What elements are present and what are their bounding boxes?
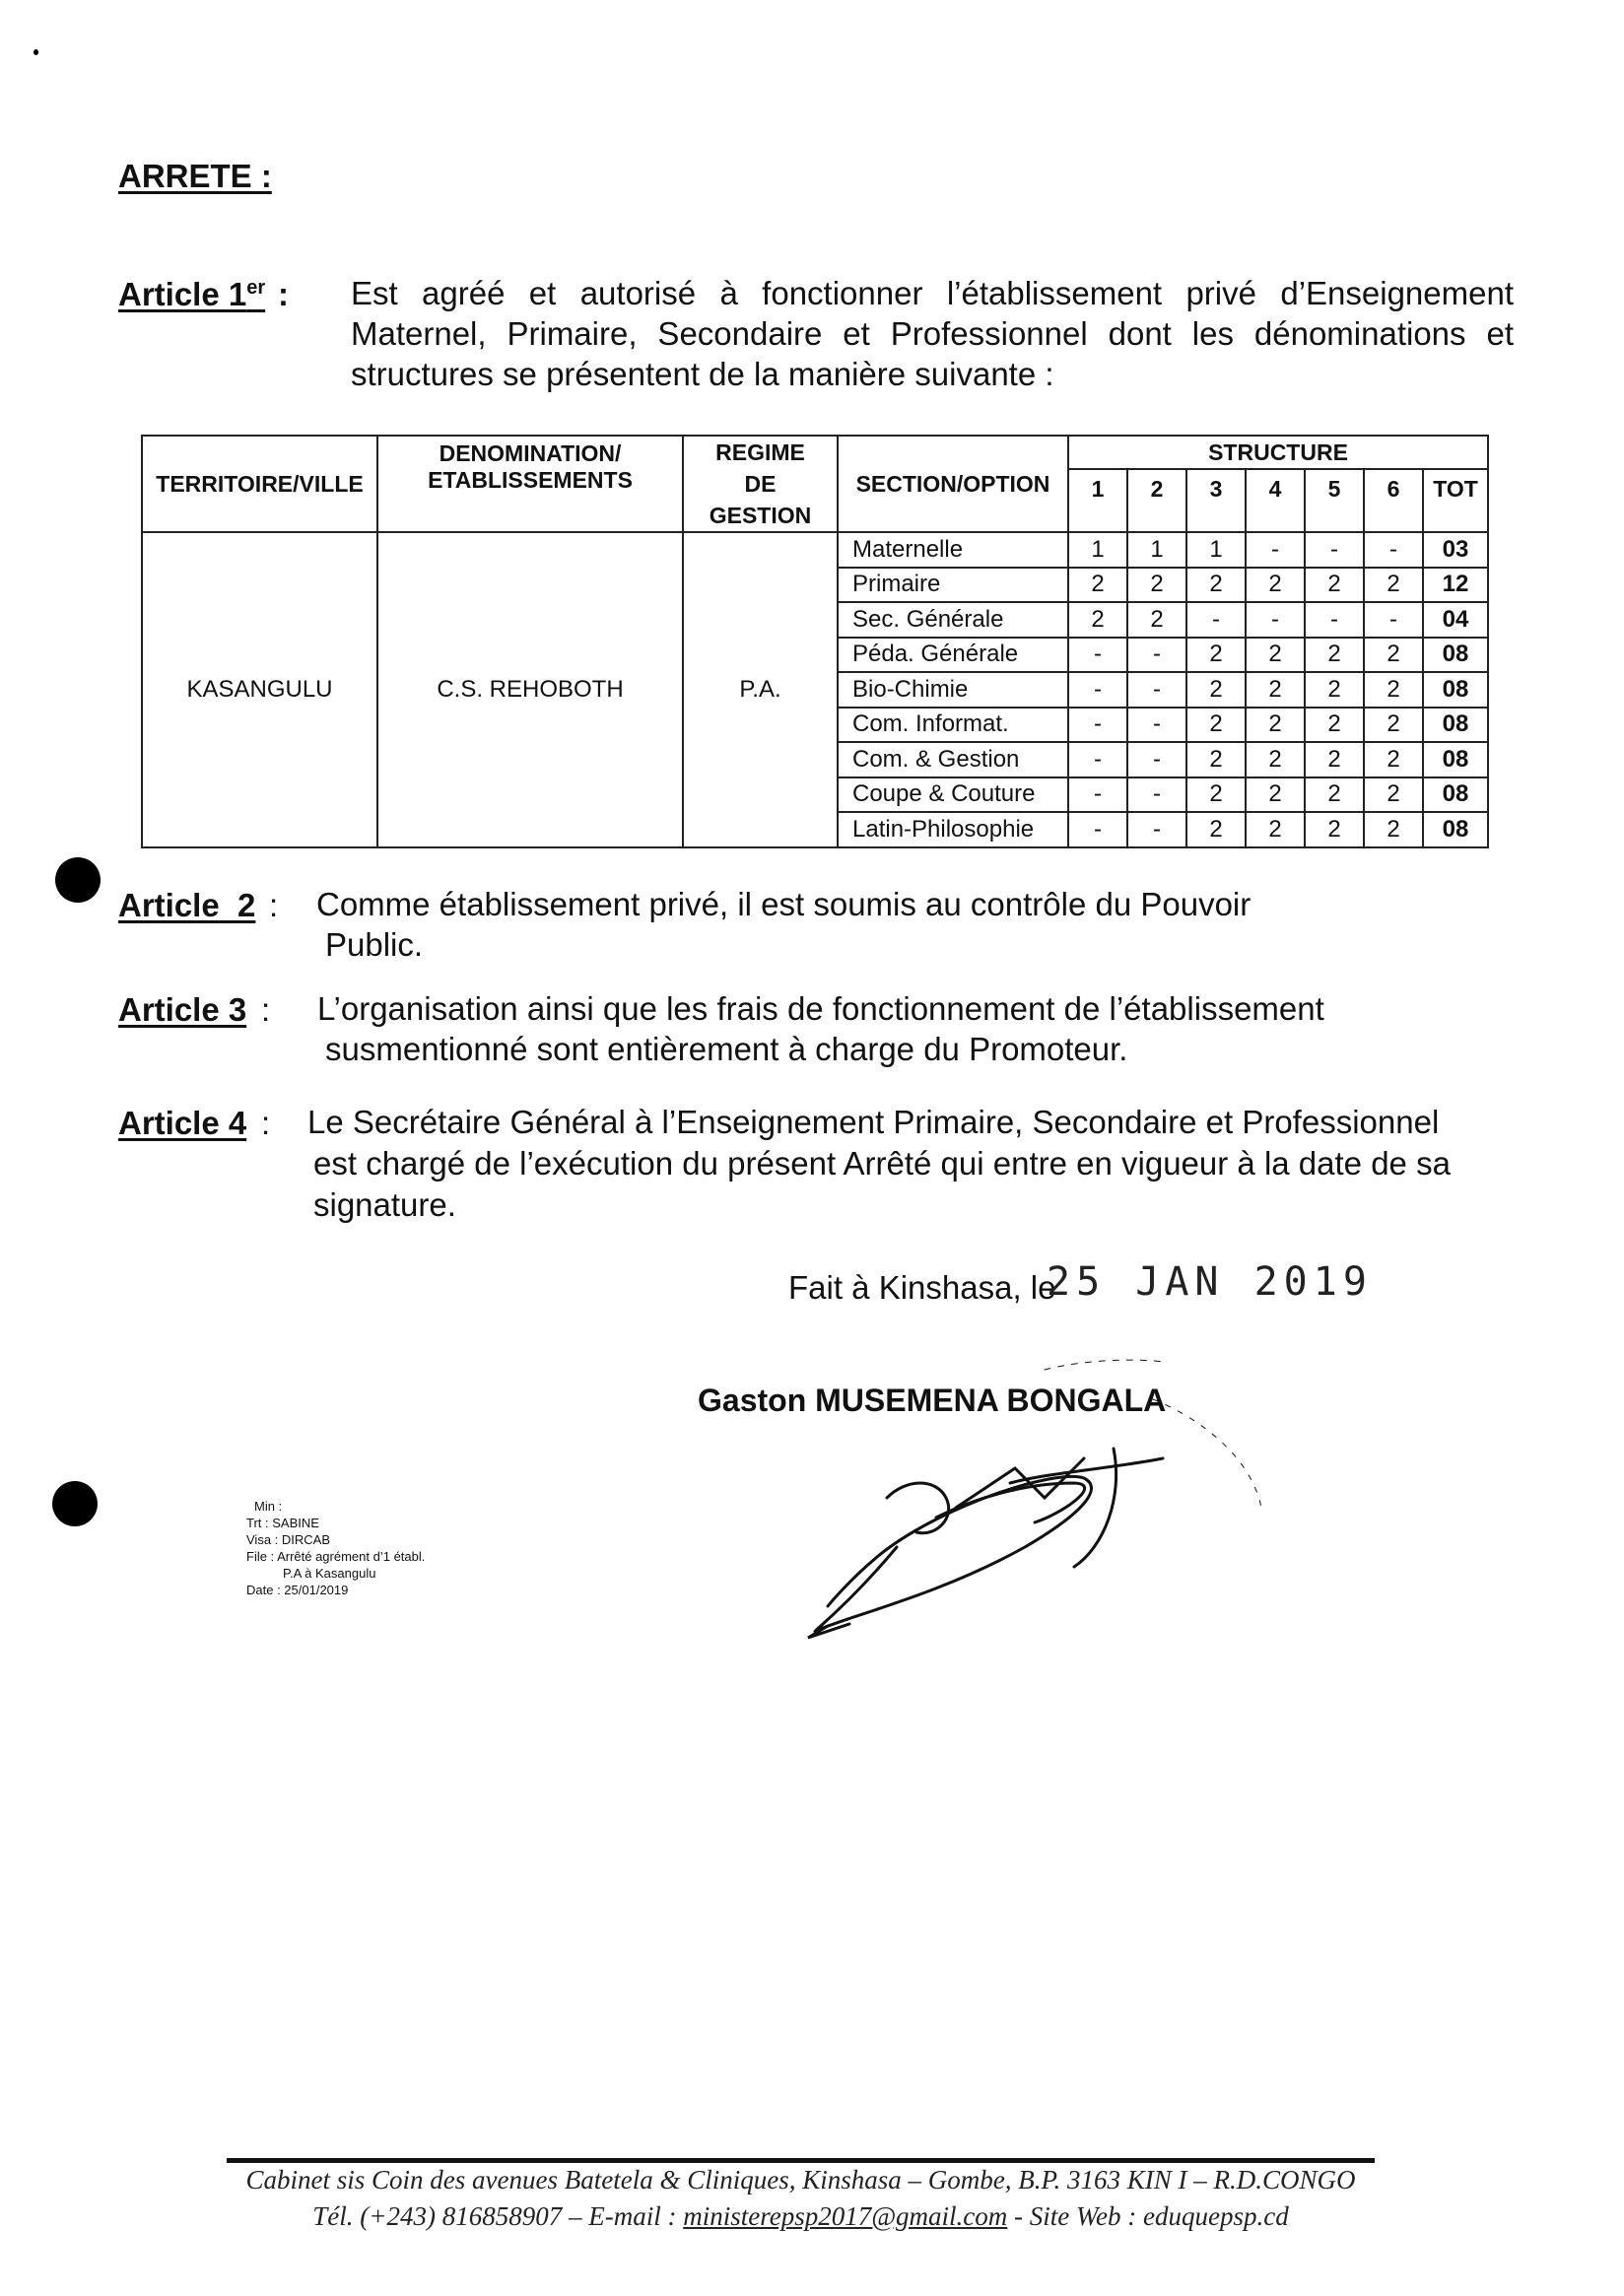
article-2-colon: :: [269, 887, 279, 923]
cell-option: Maternelle: [838, 532, 1068, 568]
cell-year-1: -: [1068, 742, 1127, 777]
article-1-label-sup: er: [246, 277, 266, 299]
cell-year-4: 2: [1246, 568, 1305, 603]
header-regime-line3: GESTION: [709, 503, 812, 528]
ref-date: Date : 25/01/2019: [246, 1583, 349, 1597]
cell-total: 03: [1423, 532, 1488, 568]
handwritten-signature: [788, 1311, 1301, 1646]
reference-block: [246, 1498, 425, 1598]
header-regime-line2: DE: [744, 471, 777, 497]
date-stamp: 25 JAN 2019: [1047, 1259, 1373, 1305]
header-denomination-line2: ETABLISSEMENTS: [428, 467, 633, 493]
cell-option: Latin-Philosophie: [838, 812, 1068, 847]
cell-year-1: -: [1068, 672, 1127, 708]
cell-option: Bio-Chimie: [838, 672, 1068, 708]
header-regime: [683, 436, 838, 532]
header-col-tot: TOT: [1423, 469, 1488, 532]
footer-rule: [227, 2158, 1375, 2163]
cell-year-2: -: [1127, 777, 1186, 813]
cell-option: Com. & Gestion: [838, 742, 1068, 777]
cell-year-6: 2: [1364, 638, 1423, 673]
cell-year-6: 2: [1364, 742, 1423, 777]
header-section: SECTION/OPTION: [838, 436, 1068, 532]
punch-hole-bottom: [52, 1481, 98, 1526]
header-denomination: [377, 436, 683, 532]
cell-total: 12: [1423, 568, 1488, 603]
cell-year-6: 2: [1364, 708, 1423, 743]
cell-year-1: -: [1068, 812, 1127, 847]
cell-year-3: -: [1186, 602, 1246, 638]
article-1-label-main: Article 1: [118, 276, 247, 312]
punch-hole-top: [55, 857, 101, 903]
cell-total: 08: [1423, 812, 1488, 847]
cell-year-1: -: [1068, 638, 1127, 673]
header-col-4: 4: [1246, 469, 1305, 532]
header-col-1: 1: [1068, 469, 1127, 532]
cell-year-4: 2: [1246, 672, 1305, 708]
cell-year-6: 2: [1364, 672, 1423, 708]
cell-year-6: 2: [1364, 777, 1423, 813]
signatory-name: Gaston MUSEMENA BONGALA: [698, 1383, 1167, 1418]
scan-speck: [34, 49, 38, 55]
cell-year-4: 2: [1246, 777, 1305, 813]
header-structure: STRUCTURE: [1068, 436, 1488, 469]
footer-email-link[interactable]: ministerepsp2017@gmail.com: [683, 2201, 1008, 2231]
cell-year-3: 1: [1186, 532, 1246, 568]
article-4-line1: Le Secrétaire Général à l’Enseignement Primaire, Secondaire et Professionnel: [307, 1104, 1440, 1140]
ref-trt: Trt : SABINE: [246, 1516, 319, 1530]
cell-year-3: 2: [1186, 777, 1246, 813]
cell-year-1: -: [1068, 777, 1127, 813]
cell-year-2: -: [1127, 812, 1186, 847]
cell-year-1: 1: [1068, 532, 1127, 568]
ref-file-line2: P.A à Kasangulu: [283, 1566, 376, 1581]
article-2-line1: Comme établissement privé, il est soumis au contrôle du Pouvoir: [316, 886, 1252, 922]
article-2-line2: Public.: [325, 926, 424, 963]
cell-year-5: 2: [1305, 777, 1364, 813]
cell-year-5: 2: [1305, 742, 1364, 777]
article-3-line2: susmentionné sont entièrement à charge du Promoteur.: [325, 1031, 1128, 1067]
cell-option: Com. Informat.: [838, 708, 1068, 743]
cell-year-5: 2: [1305, 672, 1364, 708]
footer-website: - Site Web : eduquepsp.cd: [1007, 2201, 1289, 2231]
cell-territoire: KASANGULU: [142, 532, 377, 847]
cell-year-5: 2: [1305, 708, 1364, 743]
cell-etablissement: C.S. REHOBOTH: [377, 532, 683, 847]
header-col-2: 2: [1127, 469, 1186, 532]
article-4-line2: est chargé de l’exécution du présent Arrêté qui entre en vigueur à la date de sa: [313, 1145, 1451, 1182]
cell-year-2: -: [1127, 672, 1186, 708]
cell-year-4: 2: [1246, 812, 1305, 847]
article-1-text: Est agréé et autorisé à fonctionner l’établissement privé d’Enseignement Maternel, Primaire, Secondaire et Professionnel dont les dénominations et structures se présentent de la manière suivante :: [351, 275, 1514, 392]
cell-year-2: 1: [1127, 532, 1186, 568]
header-denomination-line1: DENOMINATION/: [439, 440, 622, 466]
article-1-label: [118, 276, 265, 313]
cell-year-2: -: [1127, 638, 1186, 673]
cell-year-5: -: [1305, 602, 1364, 638]
article-4-label: Article 4: [118, 1105, 247, 1141]
page-title: ARRETE :: [118, 158, 272, 194]
cell-year-5: 2: [1305, 568, 1364, 603]
cell-year-4: -: [1246, 532, 1305, 568]
cell-year-3: 2: [1186, 812, 1246, 847]
cell-year-3: 2: [1186, 708, 1246, 743]
cell-year-3: 2: [1186, 568, 1246, 603]
cell-year-5: 2: [1305, 812, 1364, 847]
article-2-label: Article 2: [118, 887, 256, 923]
cell-year-1: 2: [1068, 602, 1127, 638]
cell-year-2: 2: [1127, 568, 1186, 603]
cell-option: Sec. Générale: [838, 602, 1068, 638]
cell-option: Coupe & Couture: [838, 777, 1068, 813]
article-3-label: Article 3: [118, 991, 247, 1028]
cell-option: Primaire: [838, 568, 1068, 603]
cell-year-6: -: [1364, 602, 1423, 638]
header-territoire: TERRITOIRE/VILLE: [142, 436, 377, 532]
cell-year-6: -: [1364, 532, 1423, 568]
cell-year-2: -: [1127, 742, 1186, 777]
cell-year-1: -: [1068, 708, 1127, 743]
header-col-3: 3: [1186, 469, 1246, 532]
cell-total: 04: [1423, 602, 1488, 638]
signoff-place: Fait à Kinshasa, le: [788, 1269, 1056, 1306]
cell-year-4: 2: [1246, 742, 1305, 777]
header-col-6: 6: [1364, 469, 1423, 532]
article-3-line1: L’organisation ainsi que les frais de fonctionnement de l’établissement: [317, 990, 1324, 1027]
header-col-5: 5: [1305, 469, 1364, 532]
article-3-colon: :: [261, 991, 271, 1028]
header-regime-line1: REGIME: [715, 439, 805, 465]
article-4-line3: signature.: [313, 1186, 456, 1223]
cell-year-2: -: [1127, 708, 1186, 743]
cell-total: 08: [1423, 638, 1488, 673]
article-1-colon: :: [278, 276, 289, 312]
cell-total: 08: [1423, 708, 1488, 743]
cell-year-4: 2: [1246, 638, 1305, 673]
footer-address: Cabinet sis Coin des avenues Batetela & Cliniques, Kinshasa – Gombe, B.P. 3163 KIN I – R.D.CONGO: [245, 2165, 1356, 2195]
cell-year-1: 2: [1068, 568, 1127, 603]
cell-option: Péda. Générale: [838, 638, 1068, 673]
cell-year-3: 2: [1186, 638, 1246, 673]
cell-year-3: 2: [1186, 672, 1246, 708]
cell-year-6: 2: [1364, 568, 1423, 603]
ref-min: Min :: [254, 1499, 283, 1514]
footer-phone: Tél. (+243) 816858907 – E-mail :: [312, 2201, 684, 2231]
cell-year-2: 2: [1127, 602, 1186, 638]
cell-total: 08: [1423, 672, 1488, 708]
cell-total: 08: [1423, 777, 1488, 813]
cell-year-4: -: [1246, 602, 1305, 638]
article-4-colon: :: [261, 1105, 271, 1141]
cell-year-6: 2: [1364, 812, 1423, 847]
ref-file-line1: File : Arrêté agrément d’1 établ.: [246, 1549, 426, 1564]
cell-total: 08: [1423, 742, 1488, 777]
cell-year-3: 2: [1186, 742, 1246, 777]
cell-year-5: -: [1305, 532, 1364, 568]
structure-table: [141, 435, 1489, 848]
cell-year-5: 2: [1305, 638, 1364, 673]
footer-contact: [227, 2201, 1375, 2232]
cell-year-4: 2: [1246, 708, 1305, 743]
cell-regime: P.A.: [683, 532, 838, 847]
table-row: [142, 532, 1488, 568]
ref-visa: Visa : DIRCAB: [246, 1532, 331, 1547]
